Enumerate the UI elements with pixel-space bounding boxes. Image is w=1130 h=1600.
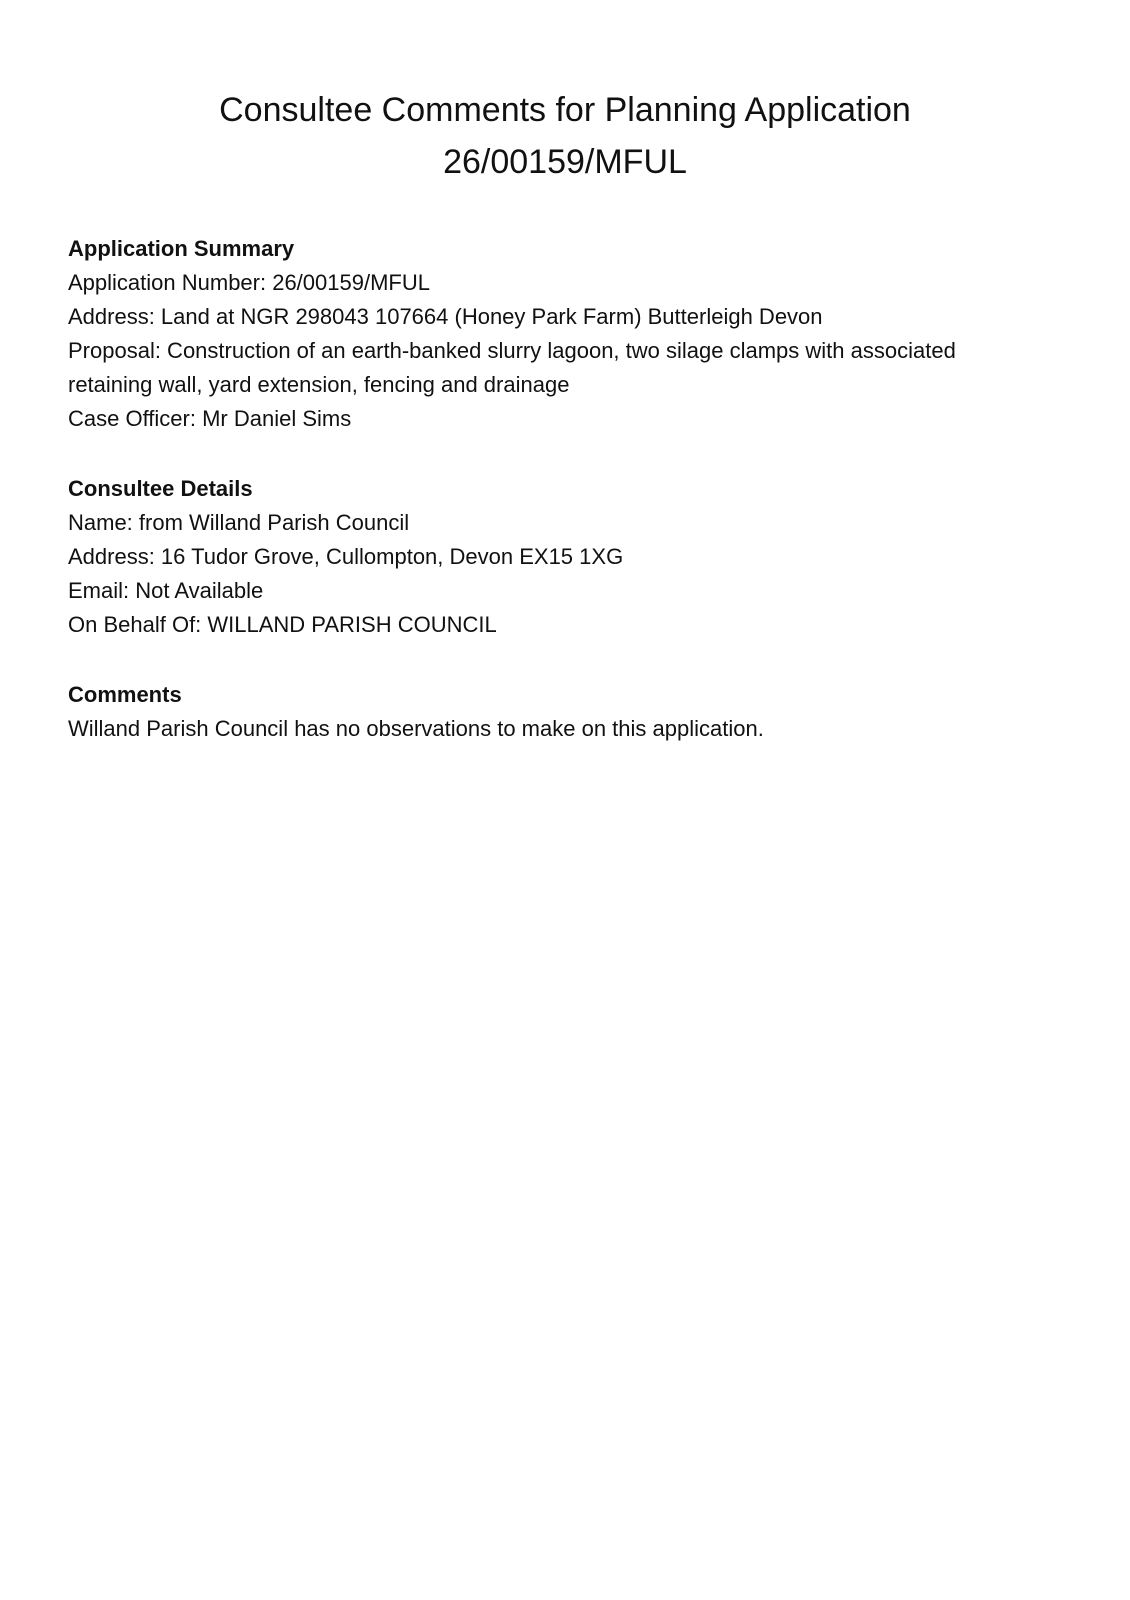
proposal-line-2: retaining wall, yard extension, fencing and drainage xyxy=(68,372,570,397)
comments-text: Willand Parish Council has no observations to make on this application. xyxy=(68,716,764,741)
consultee-details-section xyxy=(68,472,1068,642)
proposal-line-1: Proposal: Construction of an earth-banked slurry lagoon, two silage clamps with associated xyxy=(68,338,956,363)
application-address: Address: Land at NGR 298043 107664 (Honey Park Farm) Butterleigh Devon xyxy=(68,304,823,329)
comments-section xyxy=(68,678,1068,746)
application-summary-section xyxy=(68,232,1068,436)
page-title xyxy=(0,84,1130,188)
comments-heading: Comments xyxy=(68,682,182,707)
case-officer: Case Officer: Mr Daniel Sims xyxy=(68,406,352,431)
title-line-2: 26/00159/MFUL xyxy=(443,143,687,181)
title-line-1: Consultee Comments for Planning Application xyxy=(219,91,911,129)
consultee-email: Email: Not Available xyxy=(68,578,264,603)
consultee-address: Address: 16 Tudor Grove, Cullompton, Devon EX15 1XG xyxy=(68,544,624,569)
consultee-on-behalf-of: On Behalf Of: WILLAND PARISH COUNCIL xyxy=(68,612,497,637)
consultee-name: Name: from Willand Parish Council xyxy=(68,510,410,535)
application-number: Application Number: 26/00159/MFUL xyxy=(68,270,430,295)
application-summary-heading: Application Summary xyxy=(68,236,295,261)
consultee-details-heading: Consultee Details xyxy=(68,476,253,501)
